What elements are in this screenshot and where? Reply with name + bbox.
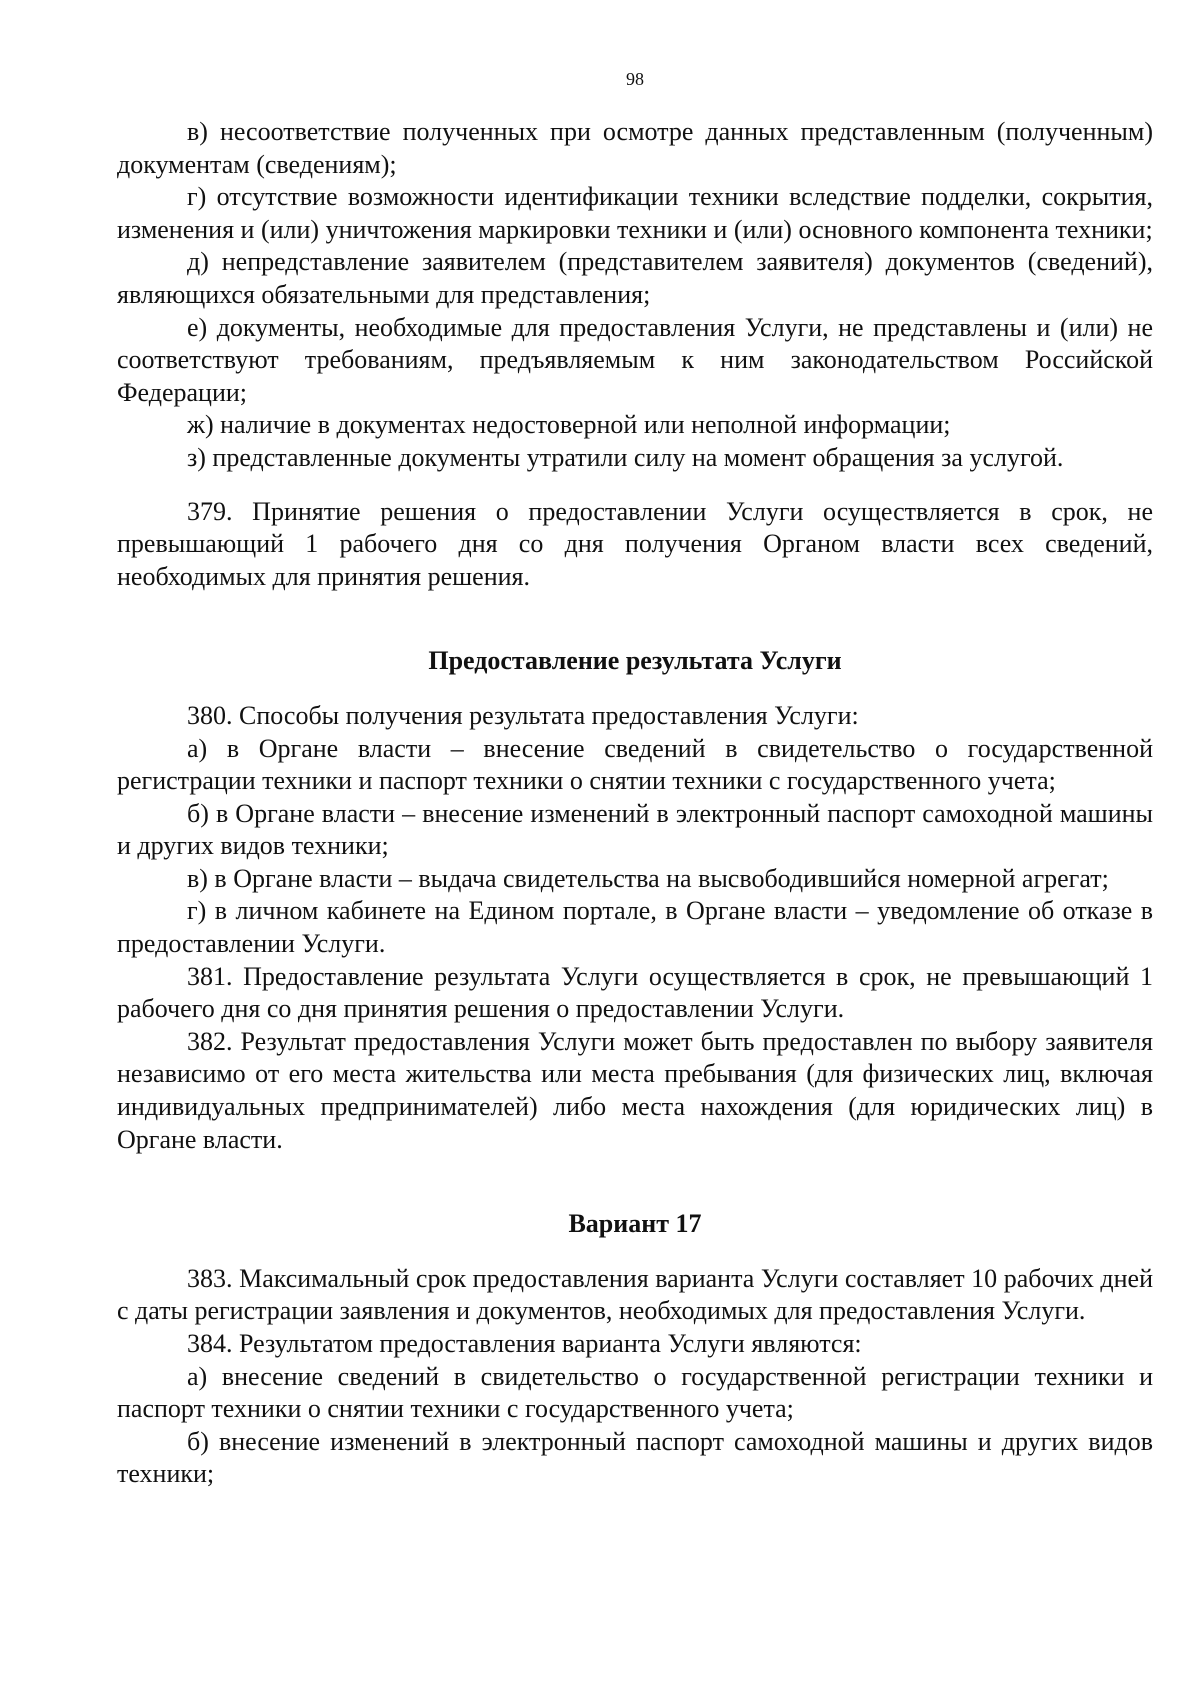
result-method-b: б) в Органе власти – внесение изменений в электронный паспорт самоходной машины и других видов техники; <box>117 798 1153 861</box>
refusal-ground-g: г) отсутствие возможности идентификации техники вследствие подделки, сокрытия, изменения и (или) уничтожения маркировки техники и (или) основного компонента техники; <box>117 182 1153 244</box>
refusal-ground-e: е) документы, необходимые для предоставления Услуги, не представлены и (или) не соответствуют требованиям, предъявляемым к ним законодательством Российской Федерации; <box>117 312 1153 407</box>
result-method-v: в) в Органе власти – выдача свидетельства на высвободившийся номерной агрегат; <box>187 863 1109 893</box>
refusal-ground-v: в) несоответствие полученных при осмотре данных представленным (полученным) документам (сведениям); <box>117 117 1153 179</box>
result-method-g: г) в личном кабинете на Едином портале, в Органе власти – уведомление об отказе в предоставлении Услуги. <box>117 896 1153 959</box>
section-heading-result: Предоставление результата Услуги <box>428 646 842 676</box>
paragraph-380: 380. Способы получения результата предоставления Услуги: <box>187 700 859 730</box>
paragraph-379: 379. Принятие решения о предоставлении Услуги осуществляется в срок, не превышающий 1 рабочего дня со дня получения Органом власти всех сведений, необходимых для принятия решения. <box>117 496 1153 591</box>
document-page <box>117 68 1153 1491</box>
refusal-ground-d: д) непредставление заявителем (представителем заявителя) документов (сведений), являющихся обязательными для представления; <box>117 247 1153 309</box>
paragraph-384: 384. Результатом предоставления варианта Услуги являются: <box>187 1329 862 1358</box>
result-method-a: а) в Органе власти – внесение сведений в свидетельство о государственной регистрации техники и паспорт техники о снятии техники с государственного учета; <box>117 733 1153 796</box>
refusal-ground-zh: ж) наличие в документах недостоверной или неполной информации; <box>187 410 951 440</box>
page-number: 98 <box>626 69 644 89</box>
variant-result-a: а) внесение сведений в свидетельство о государственной регистрации техники и паспорт техники о снятии техники с государственного учета; <box>117 1361 1153 1424</box>
paragraph-381: 381. Предоставление результата Услуги осуществляется в срок, не превышающий 1 рабочего дня со дня принятия решения о предоставлении Услуги. <box>117 961 1153 1024</box>
refusal-ground-z: з) представленные документы утратили силу на момент обращения за услугой. <box>187 442 1064 472</box>
section-heading-variant: Вариант 17 <box>568 1209 702 1239</box>
paragraph-382: 382. Результат предоставления Услуги может быть предоставлен по выбору заявителя независимо от его места жительства или места пребывания (для физических лиц, включая индивидуальных предпринимателей) либо места нахождения (для юридических лиц) в Органе власти. <box>117 1026 1153 1154</box>
variant-result-b: б) внесение изменений в электронный паспорт самоходной машины и других видов техники; <box>117 1426 1153 1489</box>
paragraph-383: 383. Максимальный срок предоставления варианта Услуги составляет 10 рабочих дней с даты регистрации заявления и документов, необходимых для предоставления Услуги. <box>117 1263 1153 1326</box>
